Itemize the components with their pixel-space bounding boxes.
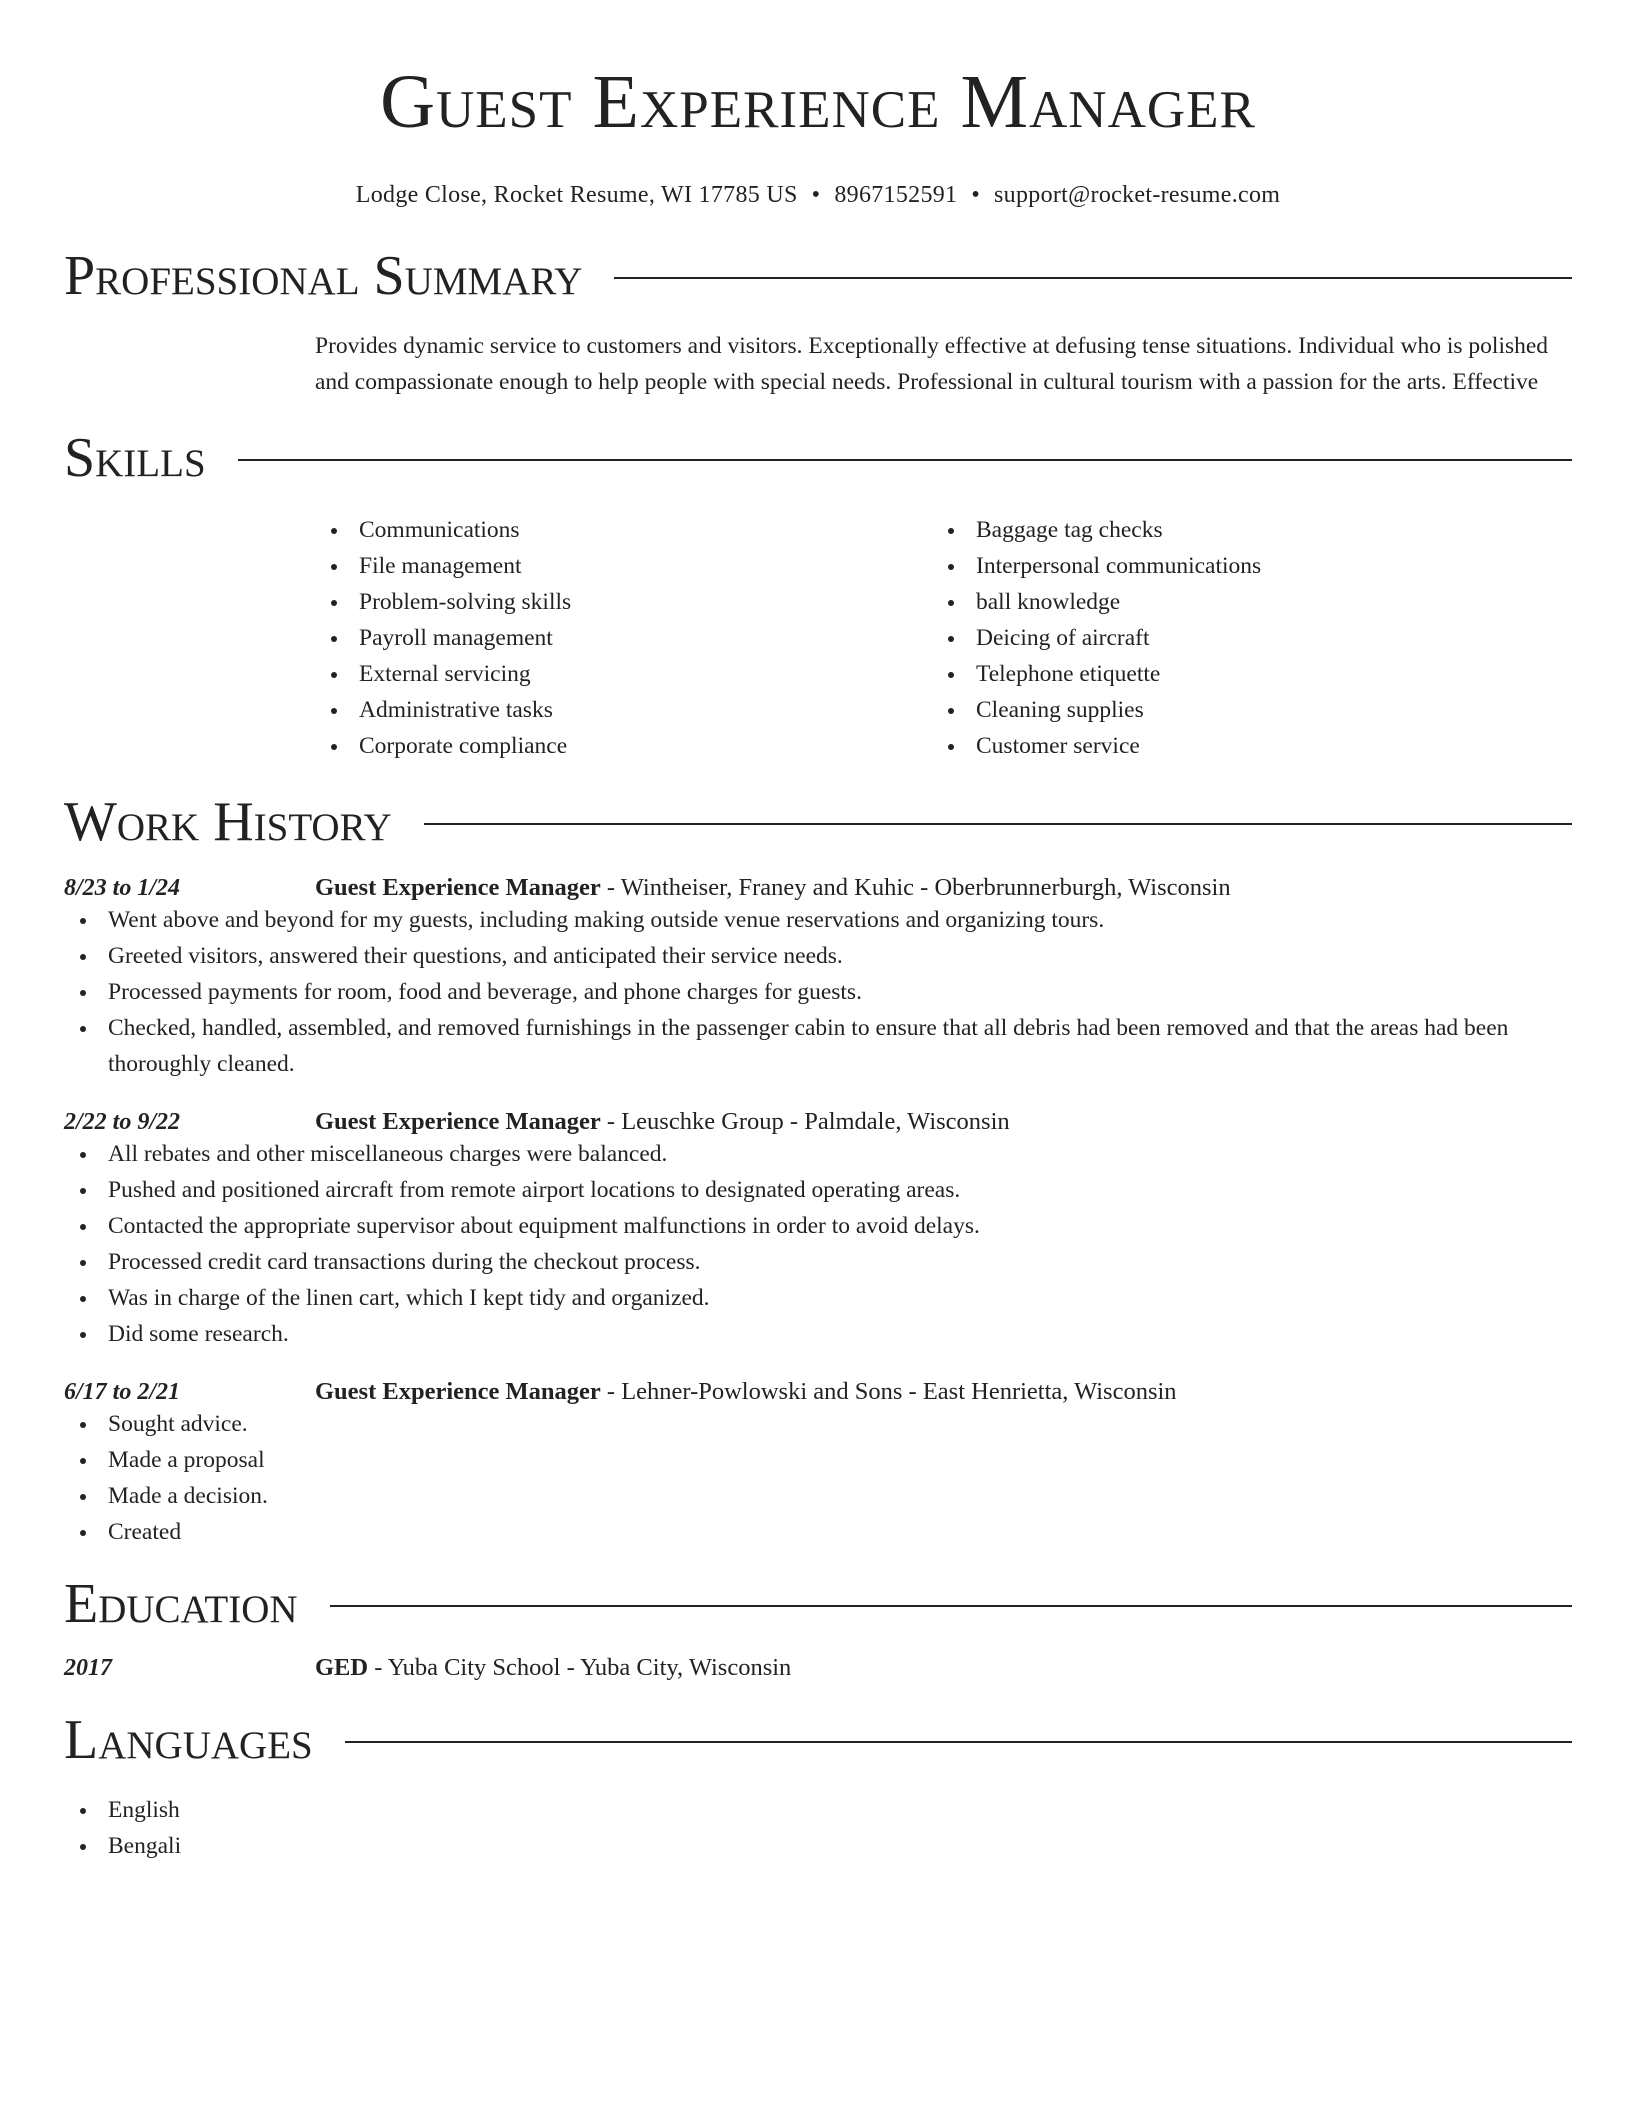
education-degree: GED (315, 1654, 369, 1681)
job-role: Guest Experience Manager (315, 1378, 601, 1405)
job-bullet: Was in charge of the linen cart, which I kept tidy and organized. (64, 1280, 1572, 1316)
education-entry (64, 1654, 1572, 1682)
section-rule (345, 1741, 1572, 1743)
contact-line (64, 182, 1572, 209)
skills-grid (315, 512, 1572, 764)
skill-item: Cleaning supplies (932, 692, 1549, 728)
section-rule (238, 459, 1572, 461)
job-heading (315, 1378, 1177, 1406)
education-year: 2017 (64, 1655, 112, 1681)
job-dates: 8/23 to 1/24 (64, 875, 181, 901)
job-bullet: Processed payments for room, food and beverage, and phone charges for guests. (64, 974, 1572, 1010)
skill-item: Communications (315, 512, 932, 548)
job-heading (315, 1108, 1010, 1136)
job-bullet: All rebates and other miscellaneous charges were balanced. (64, 1136, 1572, 1172)
summary-text: Provides dynamic service to customers and visitors. Exceptionally effective at defusing tense situations. Individual who is polished and compassionate enough to help people with special needs. Professional in cultural tourism with a passion for the arts. Effective (315, 333, 1549, 395)
section-rule (330, 1605, 1572, 1607)
candidate-title: Guest Experience Manager (380, 60, 1256, 144)
job-bullet: Sought advice. (64, 1406, 1572, 1442)
job-company: - Leuschke Group - Palmdale, Wisconsin (600, 1108, 1010, 1135)
job-entry (64, 874, 1572, 1082)
languages-title: Languages (64, 1709, 313, 1771)
job-bullet: Pushed and positioned aircraft from remote airport locations to designated operating areas. (64, 1172, 1572, 1208)
job-bullet: Greeted visitors, answered their questions, and anticipated their service needs. (64, 938, 1572, 974)
job-bullets (64, 902, 1572, 1082)
summary-title: Professional Summary (64, 245, 583, 307)
job-role: Guest Experience Manager (315, 874, 601, 901)
languages-section (64, 1709, 1572, 1864)
languages-heading (64, 1709, 1572, 1771)
job-header (64, 1108, 1572, 1136)
skill-item: Baggage tag checks (932, 512, 1549, 548)
skill-item: Telephone etiquette (932, 656, 1549, 692)
job-bullet: Checked, handled, assembled, and removed furnishings in the passenger cabin to ensure that all debris had been removed and that the areas had been thoroughly cleaned. (64, 1010, 1572, 1082)
job-entry (64, 1108, 1572, 1352)
skill-item: Deicing of aircraft (932, 620, 1549, 656)
contact-separator: • (971, 182, 981, 208)
skills-left-column (315, 512, 932, 764)
work-section (64, 791, 1572, 1550)
skill-item: File management (315, 548, 932, 584)
job-bullets (64, 1136, 1572, 1352)
summary-section (64, 245, 1572, 400)
language-item: Bengali (64, 1828, 1572, 1864)
skill-item: External servicing (315, 656, 932, 692)
job-dates: 2/22 to 9/22 (64, 1109, 181, 1135)
education-section (64, 1573, 1572, 1682)
skill-item: Interpersonal communications (932, 548, 1549, 584)
skill-item: Administrative tasks (315, 692, 932, 728)
education-heading-text (315, 1654, 791, 1682)
education-title: Education (64, 1573, 298, 1635)
education-heading (64, 1573, 1572, 1635)
contact-phone: 8967152591 (834, 182, 958, 208)
job-bullet: Made a decision. (64, 1478, 1572, 1514)
skill-item: ball knowledge (932, 584, 1549, 620)
skills-right-column (932, 512, 1549, 764)
job-heading (315, 874, 1231, 902)
section-rule (424, 823, 1572, 825)
job-dates: 6/17 to 2/21 (64, 1379, 181, 1405)
job-bullets (64, 1406, 1572, 1550)
job-header (64, 1378, 1572, 1406)
skill-item: Customer service (932, 728, 1549, 764)
job-bullet: Made a proposal (64, 1442, 1572, 1478)
job-role: Guest Experience Manager (315, 1108, 601, 1135)
job-header (64, 874, 1572, 902)
section-rule (614, 277, 1572, 279)
job-entry (64, 1378, 1572, 1550)
job-bullet: Contacted the appropriate supervisor about equipment malfunctions in order to avoid delays. (64, 1208, 1572, 1244)
job-bullet: Processed credit card transactions during the checkout process. (64, 1244, 1572, 1280)
skills-section (64, 427, 1572, 764)
skill-item: Payroll management (315, 620, 932, 656)
skill-item: Corporate compliance (315, 728, 932, 764)
contact-address: Lodge Close, Rocket Resume, WI 17785 US (355, 182, 798, 208)
job-company: - Lehner-Powlowski and Sons - East Henrietta, Wisconsin (600, 1378, 1177, 1405)
job-bullet: Created (64, 1514, 1572, 1550)
contact-email: support@rocket-resume.com (994, 182, 1281, 208)
work-heading (64, 791, 1572, 853)
skills-heading (64, 427, 1572, 489)
job-company: - Wintheiser, Franey and Kuhic - Oberbrunnerburgh, Wisconsin (600, 874, 1231, 901)
work-title: Work History (64, 791, 392, 853)
job-bullet: Did some research. (64, 1316, 1572, 1352)
skill-item: Problem-solving skills (315, 584, 932, 620)
language-item: English (64, 1792, 1572, 1828)
education-school: - Yuba City School - Yuba City, Wisconsin (368, 1654, 792, 1681)
languages-list (64, 1792, 1572, 1864)
summary-heading (64, 245, 1572, 307)
contact-separator: • (811, 182, 821, 208)
skills-title: Skills (64, 427, 206, 489)
job-bullet: Went above and beyond for my guests, including making outside venue reservations and organizing tours. (64, 902, 1572, 938)
